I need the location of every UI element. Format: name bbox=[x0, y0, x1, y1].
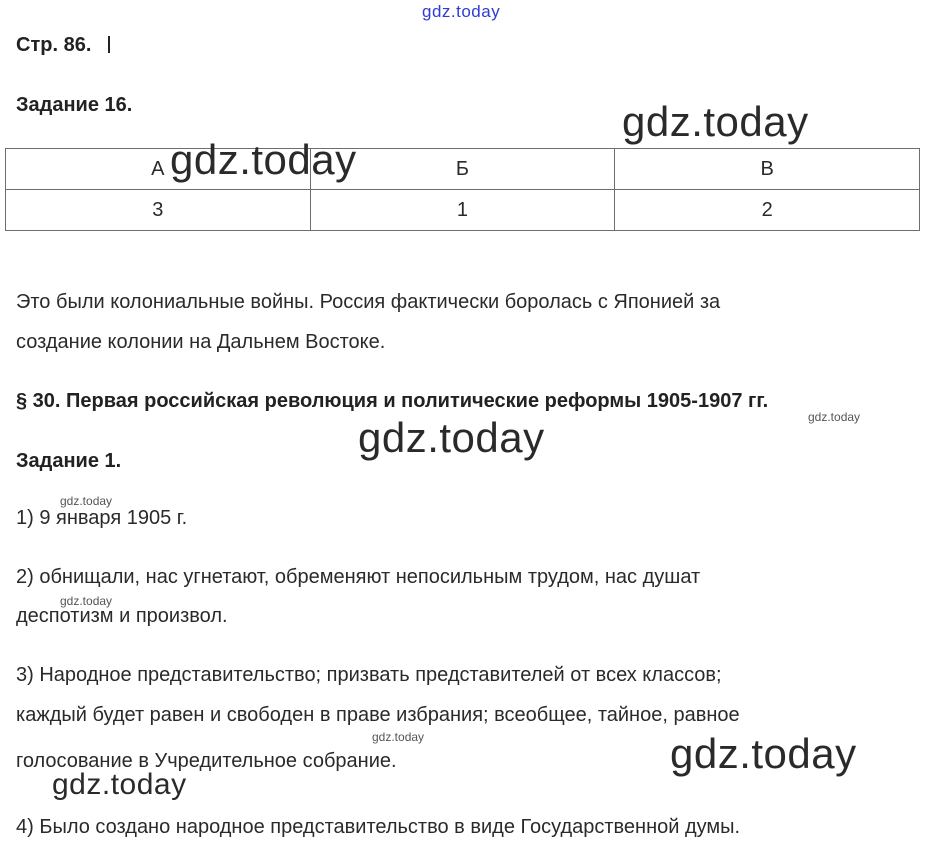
task-1-item-2-line: 2) обнищали, нас угнетают, обременяют непосильным трудом, нас душат bbox=[16, 566, 701, 588]
watermark: gdz.today bbox=[170, 136, 357, 183]
table-value-cell: 2 bbox=[615, 190, 920, 231]
watermark-small: gdz.today bbox=[60, 494, 113, 508]
text-cursor-mark bbox=[108, 36, 113, 53]
watermark: gdz.today bbox=[52, 768, 187, 801]
task-1-title: Задание 1. bbox=[16, 450, 122, 472]
task-1-item-4: 4) Было создано народное представительство в виде Государственной думы. bbox=[16, 816, 741, 838]
task-1-item-2-line: деспотизм и произвол. bbox=[16, 605, 228, 627]
table-header-cell: Б bbox=[310, 149, 615, 190]
watermark-top: gdz.today bbox=[422, 2, 501, 21]
answer-table bbox=[5, 148, 920, 231]
table-header-row bbox=[6, 149, 920, 190]
section-title: § 30. Первая российская революция и политические реформы 1905-1907 гг. bbox=[16, 390, 769, 412]
task-16-answer-line: создание колонии на Дальнем Востоке. bbox=[16, 331, 386, 353]
task-16-answer-line: Это были колониальные войны. Россия фактически боролась с Японией за bbox=[16, 291, 721, 313]
watermark: gdz.today bbox=[670, 730, 857, 777]
task-1-item-1: 1) 9 января 1905 г. bbox=[16, 507, 188, 529]
task-1-item-3-line: каждый будет равен и свободен в праве избрания; всеобщее, тайное, равное bbox=[16, 704, 740, 726]
watermark: gdz.today bbox=[358, 414, 545, 461]
table-value-row bbox=[6, 190, 920, 231]
task-1-item-3-line: 3) Народное представительство; призвать представителей от всех классов; bbox=[16, 664, 722, 686]
watermark-small: gdz.today bbox=[372, 730, 425, 744]
watermark: gdz.today bbox=[622, 98, 809, 145]
table-header-cell: В bbox=[615, 149, 920, 190]
table-value-cell: 1 bbox=[310, 190, 615, 231]
watermark-small: gdz.today bbox=[60, 594, 113, 608]
page-reference: Стр. 86. bbox=[16, 34, 92, 56]
task-16-title: Задание 16. bbox=[16, 94, 133, 116]
task-1-item-3-line: голосование в Учредительное собрание. bbox=[16, 750, 397, 772]
watermark-small: gdz.today bbox=[808, 410, 861, 424]
table-header-cell: А bbox=[6, 149, 311, 190]
table-value-cell: 3 bbox=[6, 190, 311, 231]
